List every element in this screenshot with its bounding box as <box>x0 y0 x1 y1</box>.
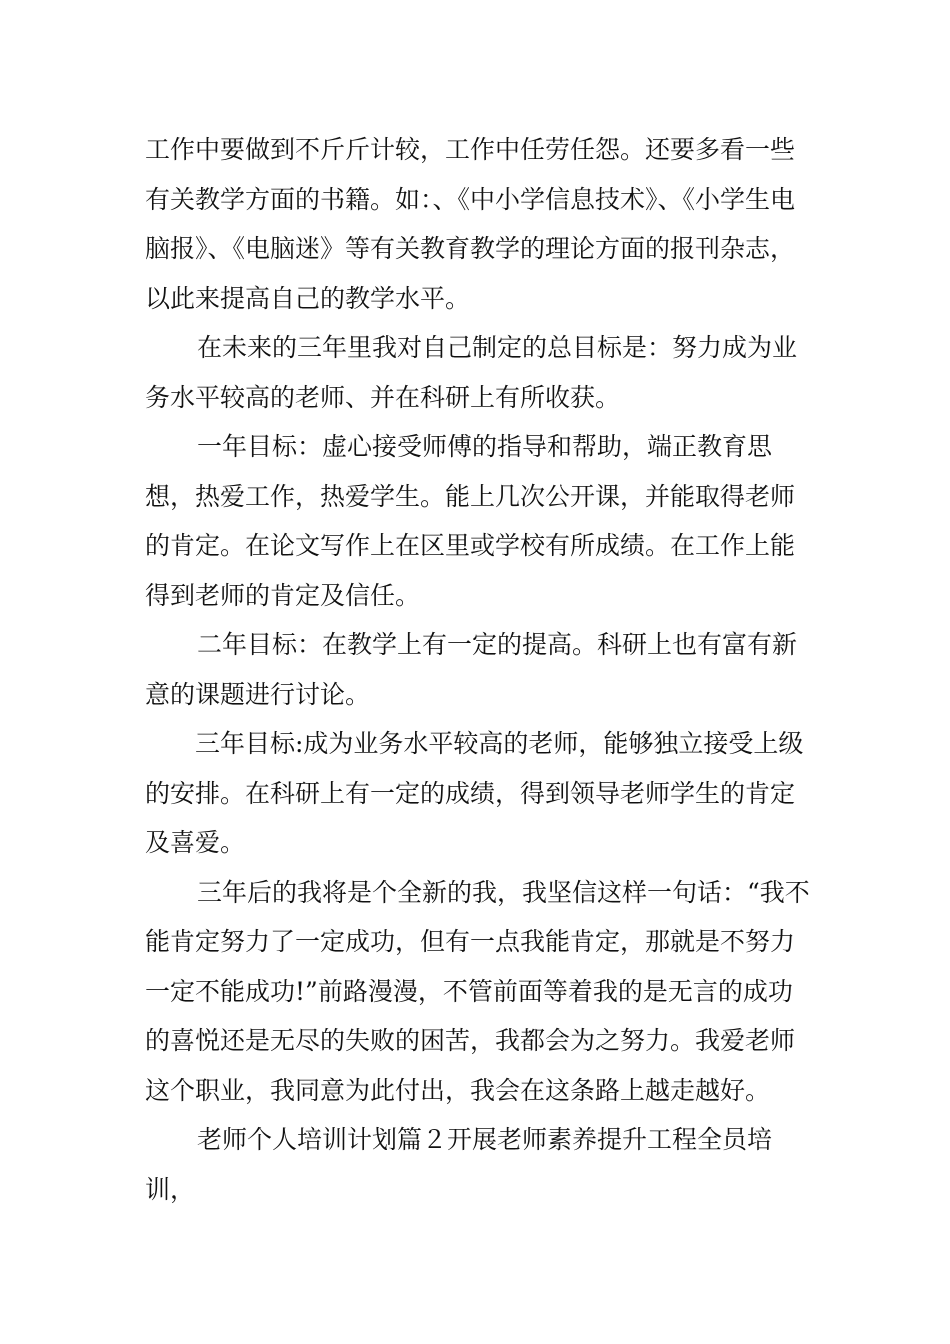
paragraph-future-self: 三年后的我将是个全新的我，我坚信这样一句话：“我不能肯定努力了一定成功，但有一点我能肯定，那就是不努力一定不能成功!”前路漫漫，不管前面等着我的是无言的成功的喜悦还是无尽的失败的困苦，我都会为之努力。我爱老师这个职业，我同意为此付出，我会在这条路上越走越好。 <box>145 877 810 1105</box>
document-body <box>145 125 810 1214</box>
paragraph-overall-goal: 在未来的三年里我对自己制定的总目标是：努力成为业务水平较高的老师、并在科研上有所收获。 <box>145 333 798 412</box>
paragraph-year-two-goal: 二年目标：在教学上有一定的提高。科研上也有富有新意的课题进行讨论。 <box>145 630 798 709</box>
paragraph-year-one-goal: 一年目标：虚心接受师傅的指导和帮助，端正教育思想，热爱工作，热爱学生。能上几次公开课，并能取得老师的肯定。在论文写作上在区里或学校有所成绩。在工作上能得到老师的肯定及信任。 <box>145 432 796 610</box>
paragraph-training-plan-2: 老师个人培训计划篇２开展老师素养提升工程全员培训， <box>145 1125 773 1204</box>
paragraph-year-three-goal: 三年目标:成为业务水平较高的老师，能够独立接受上级的安排。在科研上有一定的成绩，得到领导老师学生的肯定及喜爱。 <box>145 729 804 857</box>
paragraph-continuation: 工作中要做到不斤斤计较，工作中任劳任怨。还要多看一些有关教学方面的书籍。如：、《中小学信息技术》、《小学生电脑报》、《电脑迷》等有关教育教学的理论方面的报刊杂志，以此来提高自己的教学水平。 <box>145 135 796 313</box>
